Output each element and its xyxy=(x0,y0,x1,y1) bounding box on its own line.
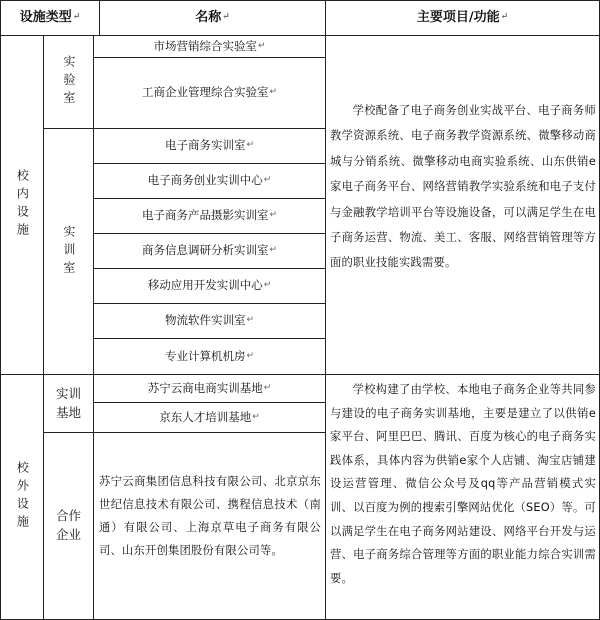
group-label-base: 实训基地 xyxy=(55,385,81,420)
category-campus-inside: 校内设施 xyxy=(15,169,30,241)
col-divider-3 xyxy=(325,0,326,620)
partner-companies: 苏宁云商集团信息科技有限公司、北京京东世纪信息技术有限公司、携程信息技术（南通）有限公司、上海京草电子商务有限公司、山东开创集团股份有限公司等。 xyxy=(99,475,321,557)
header-category: 设施类型 ↵ xyxy=(19,9,81,25)
header-name: 名称 ↵ xyxy=(195,9,230,25)
description-campus-inside: 学校配备了电子商务创业实战平台、电子商务师教学资源系统、电子商务教学资源系统、微擎移动商城与分销系统、微擎移动电商实验系统、山东供销e家电子商务平台、网络营销教学实验系统和电子支付与金融教学培训平台等设施设备，可以满足学生在电子商务运营、物流、美工、客服、网络营销管理等方面的职业技能实践需要。 xyxy=(330,104,596,270)
facility-name: 移动应用开发实训中心 ↵ xyxy=(147,278,272,293)
facility-name: 电子商务创业实训中心 ↵ xyxy=(147,173,272,188)
facility-name: 专业计算机机房 ↵ xyxy=(164,348,255,363)
category-campus-outside: 校外设施 xyxy=(15,461,30,533)
facility-name: 电子商务产品摄影实训室 ↵ xyxy=(141,208,278,223)
facility-name: 市场营销综合实验室 ↵ xyxy=(153,38,266,53)
facility-name: 电子商务实训室 ↵ xyxy=(164,138,255,153)
facility-name: 京东人才培训基地 ↵ xyxy=(159,409,260,424)
header-function: 主要项目/功能 ↵ xyxy=(416,9,509,25)
facility-name: 商务信息调研分析实训室 ↵ xyxy=(141,243,278,258)
facility-name: 工商企业管理综合实验室 ↵ xyxy=(141,85,278,100)
group-label-lab: 实验室 xyxy=(61,55,76,109)
facility-name: 苏宁云商电商实训基地 ↵ xyxy=(147,380,272,395)
facility-name: 物流软件实训室 ↵ xyxy=(164,313,255,328)
group-label-training: 实训室 xyxy=(61,224,76,279)
description-campus-outside: 学校构建了由学校、本地电子商务企业等共同参与建设的电子商务实训基地，主要是建立了以供销e家平台、阿里巴巴、腾讯、百度为核心的电子商务实践体系，具体内容为供销e家个人店铺、淘宝店铺建设运营管理、微信公众号及qq等产品营销模式实训、以百度为例的搜索引擎网站优化（SEO）等。可以满足学生在电子商务网站建设、网络平台开发与运营、电子商务综合管理等方面的职业能力综合实训需要。 xyxy=(330,383,596,585)
group-label-partners: 合作企业 xyxy=(55,508,81,542)
